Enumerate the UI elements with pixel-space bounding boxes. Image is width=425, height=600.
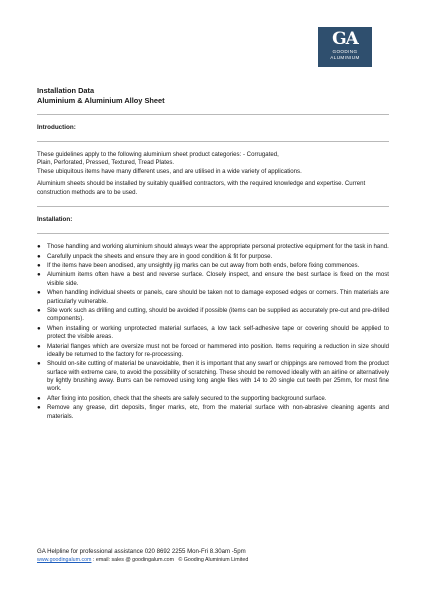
list-item-text: When handling individual sheets or panels, care should be taken not to damage exposed edges or corners. Thin materials are particularly vulnerable. [47,289,389,305]
email-text: : email: sales @ goodingalum.com [91,557,174,564]
copyright-text: © Gooding Aluminium Limited [178,557,249,564]
logo-line-2: ALUMINIUM [330,54,360,60]
logo-line-1: GOODING [332,49,358,54]
list-item [37,262,389,270]
list-item-text: Those handling and working aluminium should always wear the appropriate personal protective equipment for the task in hand. [47,243,389,251]
list-item-text: After fixing into position, check that the sheets are safely secured to the supporting background surface. [47,394,327,402]
company-logo [318,27,372,67]
list-item [37,404,389,421]
bullet-icon: ● [37,360,41,368]
list-item [37,271,389,288]
list-item-text: If the items have been anodised, any unsightly jig marks can be cut away from both ends, before fixing commences. [47,262,360,269]
list-item [37,395,389,403]
introduction-heading: Introduction: [37,124,76,131]
list-item-text: Aluminium items often have a best and reverse surface. Closely inspect, and ensure the best surface is fixed on the most visible side. [47,271,389,287]
website-link[interactable]: www.goodingalum.com [37,557,92,564]
installation-heading: Installation: [37,216,73,224]
list-item-text: Carefully unpack the sheets and ensure they are in good condition & fit for purpose. [47,252,273,260]
document-title: Installation Data [37,86,95,95]
bullet-icon: ● [37,252,41,260]
bullet-icon: ● [37,243,41,251]
page-footer [37,548,389,564]
installation-list [37,243,389,421]
bullet-icon: ● [37,289,41,297]
list-item-text: Material flanges which are oversize must not be forced or hammered into position. Items requiring a reduction in size should ideally be returned to the factory for re-processing. [47,342,389,358]
list-item-text: Site work such as drilling and cutting, should be avoided if possible (items can be supplied as accurately pre-cut and pre-drilled components). [47,307,389,323]
logo-mark: GA [332,29,358,49]
bullet-icon: ● [37,404,41,412]
bullet-icon: ● [37,324,41,332]
list-item [37,289,389,306]
helpline-text: GA Helpline for professional assistance 020 8692 2255 Mon-Fri 8.30am -5pm [37,548,246,555]
bullet-icon: ● [37,342,41,350]
contact-line [37,556,389,564]
divider [37,114,389,115]
list-item [37,243,389,251]
list-item [37,253,389,261]
document-subtitle: Aluminium & Aluminium Alloy Sheet [37,95,165,105]
list-item-text: When installing or working unprotected material surfaces, a low tack self-adhesive tape or covering should be applied to protect the visible areas. [47,324,389,341]
divider [37,206,389,207]
intro-line-2: Plain, Perforated, Pressed, Textured, Tread Plates. [37,159,175,167]
list-item [37,325,389,342]
list-item [37,307,389,324]
list-item [37,343,389,360]
divider [37,233,389,234]
intro-line-1: These guidelines apply to the following aluminium sheet product categories: - Corrugated, [37,151,279,158]
document-body [37,86,389,422]
intro-line-3: These ubiquitous items have many different uses, and are utilised in a wide variety of applications. [37,167,302,175]
bullet-icon: ● [37,262,41,269]
divider [37,141,389,142]
list-item-text: Should on-site cutting of material be unavoidable, then it is important that any swarf or chippings are removed from the product surface with extreme care, to avoid the possibility of scratching. These should be removed ideally with an airline or alternatively by lightly brushing away. Burrs can be removed using long angle files with 14 to 20 single cut teeth per 25mm, for most fine work. [47,360,389,393]
bullet-icon: ● [37,394,41,402]
bullet-icon: ● [37,271,41,279]
intro-paragraph-2: Aluminium sheets should be installed by suitably qualified contractors, with the required knowledge and expertise. Current construction methods are to be used. [37,180,366,196]
list-item-text: Remove any grease, dirt deposits, finger marks, etc, from the material surface with non-abrasive cleaning agents and materials. [47,404,389,420]
bullet-icon: ● [37,307,41,315]
list-item [37,360,389,393]
